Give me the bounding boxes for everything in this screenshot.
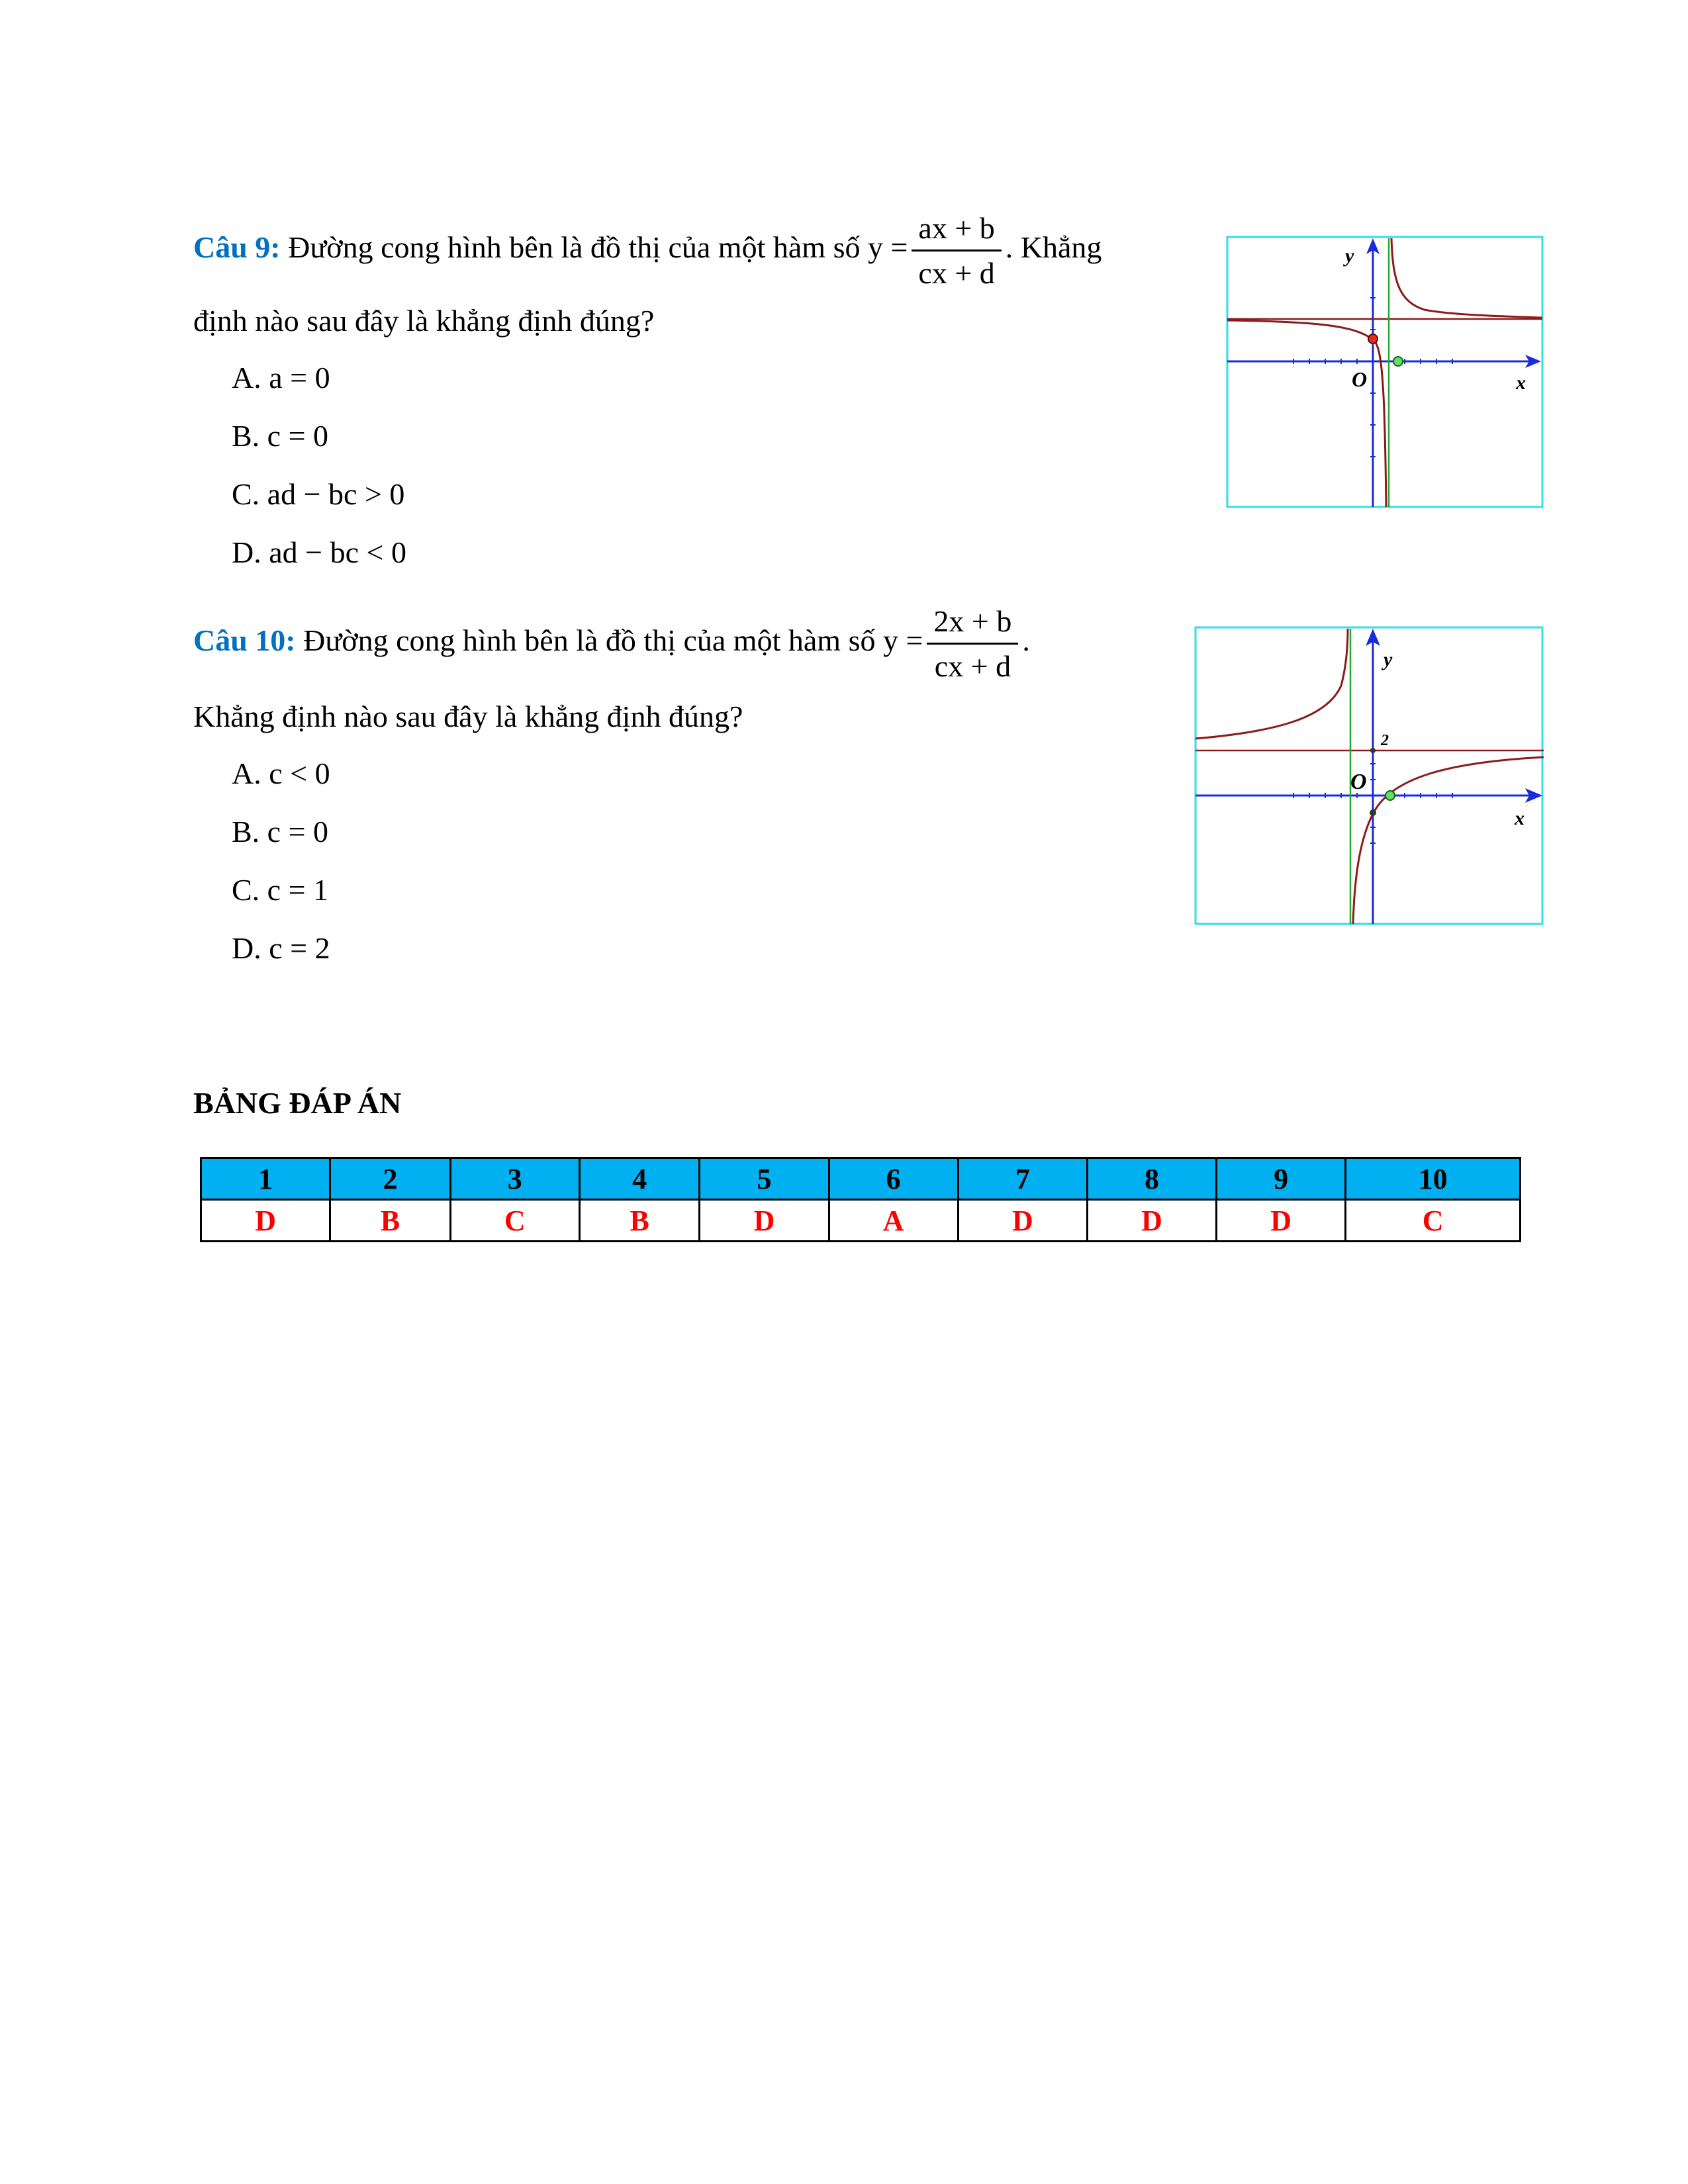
- q9-y-label: y: [1345, 245, 1354, 267]
- answer-number-cell: 6: [829, 1158, 958, 1200]
- q10-x-label: x: [1515, 807, 1524, 829]
- q10-line2: Khẳng định nào sau đây là khẳng định đúng?: [193, 700, 743, 733]
- answer-number-cell: 1: [201, 1158, 330, 1200]
- q9-text-before: Đường cong hình bên là đồ thị của một hàm số: [288, 230, 861, 265]
- q10-graph: [1194, 626, 1545, 927]
- q9-x-intercept-point: [1393, 357, 1403, 366]
- q9-graph: [1226, 236, 1545, 510]
- q10-option-b: B. c = 0: [232, 815, 329, 848]
- q10-graph-frame: [1196, 627, 1542, 924]
- answer-letter-cell: D: [1217, 1200, 1346, 1242]
- answer-letter-cell: C: [1346, 1200, 1521, 1242]
- q10-formula-lhs: y =: [882, 623, 923, 658]
- q10-curve-left-branch: [1196, 629, 1348, 739]
- q9-option-d: D. ad − bc < 0: [232, 535, 406, 569]
- answer-number-cell: 9: [1217, 1158, 1346, 1200]
- q10-asymptote-marker: [1370, 748, 1376, 753]
- q10-curve-right-branch: [1353, 757, 1544, 924]
- q10-text-after: .: [1022, 623, 1030, 658]
- q10-x-intercept-point: [1385, 791, 1395, 800]
- answers-value-row: [201, 1200, 1521, 1242]
- answer-letter-cell: D: [700, 1200, 829, 1242]
- answers-header-row: [201, 1158, 1521, 1200]
- answer-letter-cell: B: [579, 1200, 700, 1242]
- answers-heading: BẢNG ĐÁP ÁN: [193, 1086, 402, 1120]
- q10-y-label: y: [1383, 649, 1393, 670]
- q10-text-before: Đường cong hình bên là đồ thị của một hàm số: [303, 623, 876, 658]
- q9-formula: [867, 211, 1006, 290]
- q9-option-c: C. ad − bc > 0: [232, 477, 405, 511]
- answer-number-cell: 3: [450, 1158, 579, 1200]
- q9-line2: định nào sau đây là khẳng định đúng?: [193, 304, 655, 338]
- answer-number-cell: 7: [958, 1158, 1087, 1200]
- answer-letter-cell: D: [201, 1200, 330, 1242]
- q9-fraction: [912, 210, 1001, 291]
- answer-letter-cell: A: [829, 1200, 958, 1242]
- q9-x-label: x: [1516, 372, 1526, 394]
- answer-number-cell: 5: [700, 1158, 829, 1200]
- q10-origin-label: O: [1350, 770, 1367, 794]
- q9-text-after: . Khẳng: [1005, 230, 1102, 265]
- q9-formula-lhs: y =: [867, 230, 908, 265]
- q9-y-intercept-point: [1368, 334, 1378, 343]
- q9-option-a: A. a = 0: [232, 361, 330, 394]
- q10-fraction-denominator: cx + d: [934, 649, 1011, 683]
- answer-number-cell: 4: [579, 1158, 700, 1200]
- q9-line1: [193, 210, 1102, 291]
- q9-curve-left-branch: [1227, 320, 1386, 507]
- answer-letter-cell: C: [450, 1200, 579, 1242]
- q9-curve-right-branch: [1391, 238, 1542, 318]
- q9-fraction-numerator: ax + b: [912, 210, 1001, 251]
- q10-option-d: D. c = 2: [232, 931, 330, 965]
- answer-number-cell: 10: [1346, 1158, 1521, 1200]
- q10-formula: [882, 604, 1022, 683]
- q9-option-b: B. c = 0: [232, 419, 329, 453]
- answer-letter-cell: B: [330, 1200, 451, 1242]
- q10-line1: [193, 604, 1030, 684]
- q9-fraction-denominator: cx + d: [918, 256, 995, 290]
- q10-label: Câu 10:: [193, 623, 296, 658]
- q10-fraction-numerator: 2x + b: [927, 604, 1018, 645]
- answer-number-cell: 8: [1087, 1158, 1216, 1200]
- q9-origin-label: O: [1352, 367, 1368, 391]
- answer-letter-cell: D: [1087, 1200, 1216, 1242]
- q10-asymptote-label: 2: [1381, 732, 1389, 749]
- answers-table: [200, 1157, 1521, 1242]
- answer-letter-cell: D: [958, 1200, 1087, 1242]
- q10-option-a: A. c < 0: [232, 756, 330, 790]
- q10-option-c: C. c = 1: [232, 873, 329, 907]
- q9-label: Câu 9:: [193, 230, 281, 265]
- q10-y-intercept-point: [1370, 809, 1376, 816]
- answer-number-cell: 2: [330, 1158, 451, 1200]
- q10-fraction: [927, 604, 1018, 684]
